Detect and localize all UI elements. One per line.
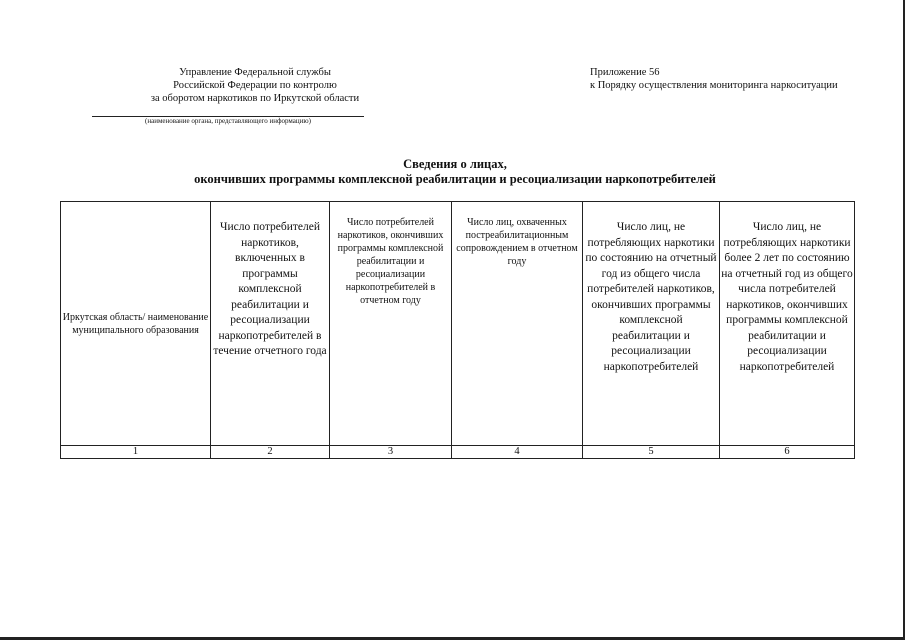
column-number-3: 3 [330,446,452,459]
document-title [60,157,850,187]
column-number-2: 2 [211,446,330,459]
table-header-row [61,202,855,446]
document-title-line-2: окончивших программы комплексной реабилитации и ресоциализации наркопотребителей [194,172,716,186]
column-number-4: 4 [452,446,583,459]
column-number-1: 1 [61,446,211,459]
column-number-5: 5 [583,446,720,459]
column-number-row [61,446,855,459]
organization-caption: (наименование органа, представляющего информацию) [145,117,311,125]
report-table [60,201,855,459]
organization-line-2: Российской Федерации по контролю [173,80,337,91]
annex-number: Приложение 56 [590,67,660,78]
column-header-2: Число потребителей наркотиков, включенных в программы комплексной реабилитации и ресоциализации наркопотребителей в течение отчетного года [211,202,330,446]
column-header-6: Число лиц, не потребляющих наркотики более 2 лет по состоянию на отчетный год из общего числа потребителей наркотиков, окончивших программы комплексной реабилитации и ресоциализации наркопотребителей [720,202,855,446]
organization-block [130,66,380,105]
organization-line-1: Управление Федеральной службы [179,67,331,78]
column-header-4: Число лиц, охваченных постреабилитационным сопровождением в отчетном году [452,202,583,446]
document-title-line-1: Сведения о лицах, [403,157,507,171]
annex-block [590,66,870,92]
organization-line-3: за оборотом наркотиков по Иркутской области [150,93,360,104]
column-number-6: 6 [720,446,855,459]
column-header-1: Иркутская область/ наименование муниципального образования [61,202,211,446]
column-header-5: Число лиц, не потребляющих наркотики по состоянию на отчетный год из общего числа потребителей наркотиков, окончивших программы комплексной реабилитации и ресоциализации наркопотребителей [583,202,720,446]
annex-reference: к Порядку осуществления мониторинга наркоситуации [590,80,838,91]
column-header-3: Число потребителей наркотиков, окончивших программы комплексной реабилитации и ресоциализации наркопотребителей в отчетном году [330,202,452,446]
